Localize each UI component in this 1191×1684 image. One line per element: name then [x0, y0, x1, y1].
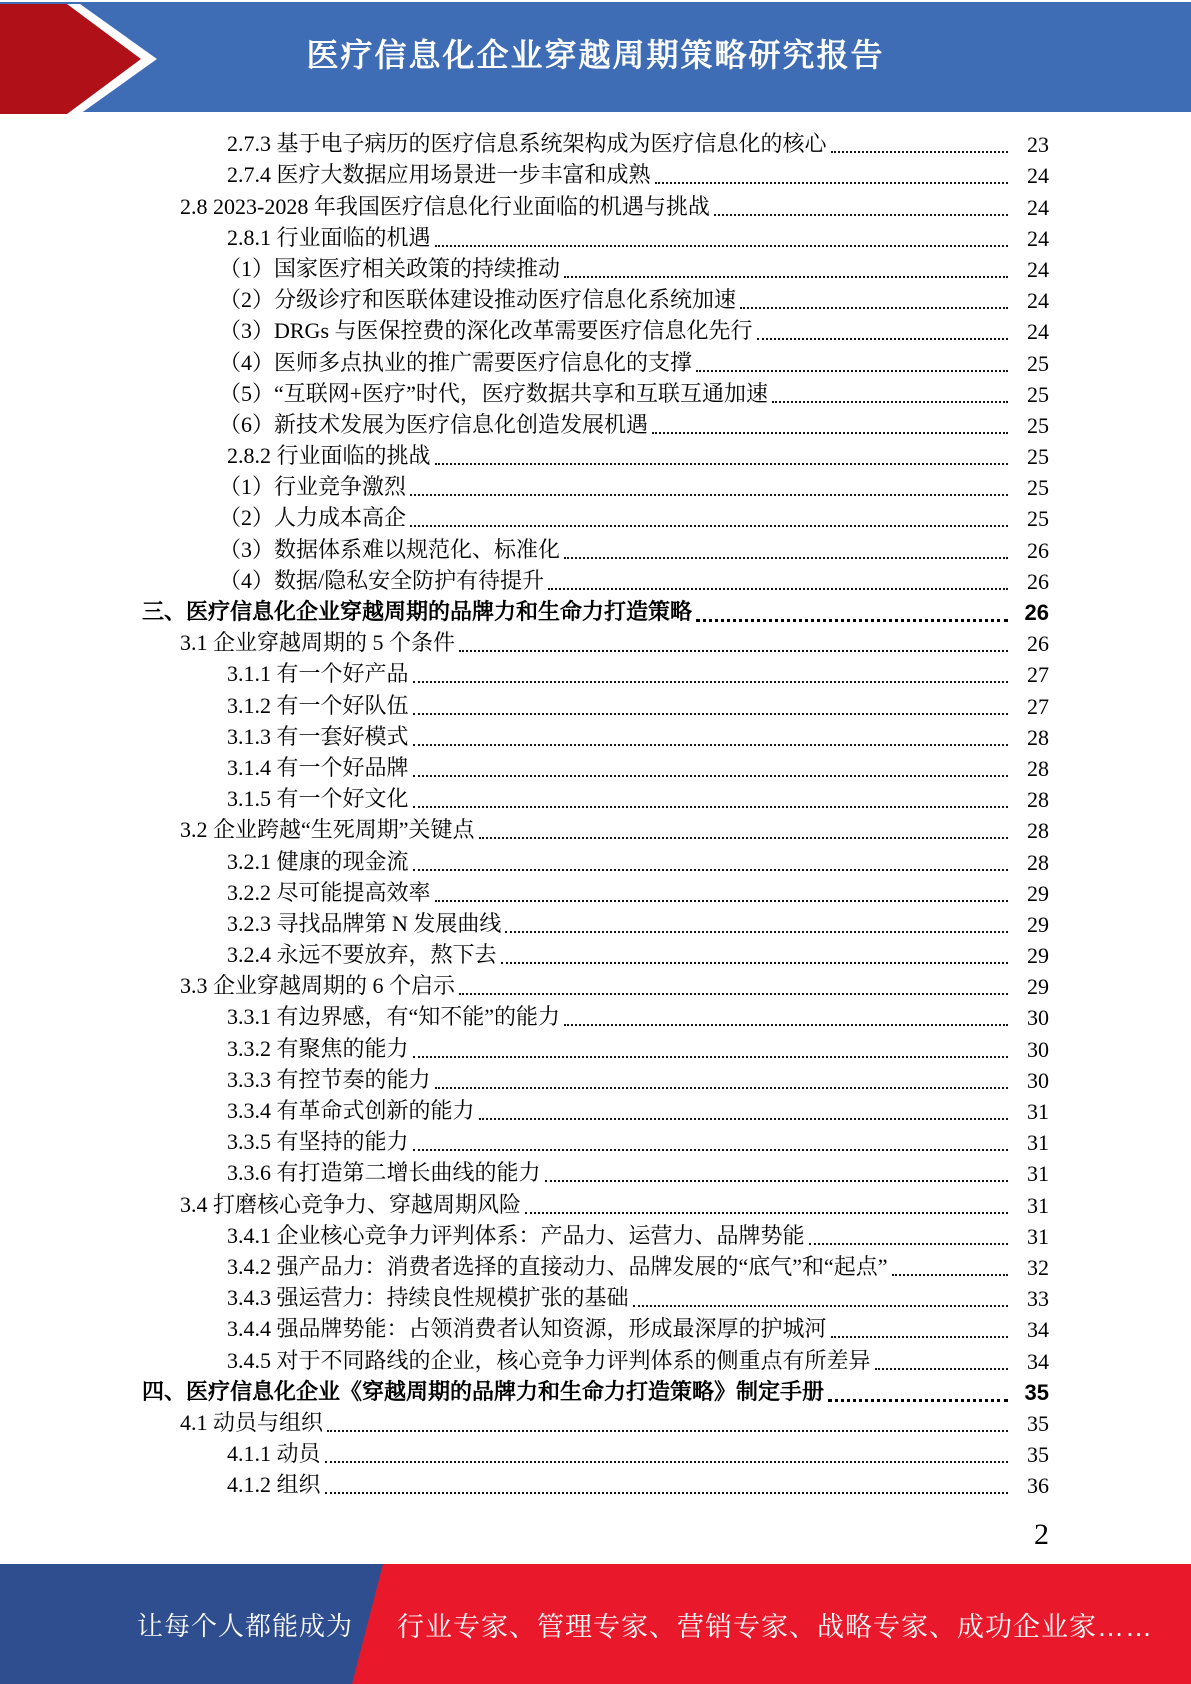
toc-leader-dots: [435, 1087, 1008, 1089]
toc-leader-dots: [413, 681, 1008, 683]
toc-entry-page-number: 31: [1027, 1130, 1049, 1156]
toc-entry-page-number: 27: [1027, 662, 1049, 688]
toc-entry[interactable]: [142, 1125, 1049, 1156]
toc-entry-page-number: 28: [1027, 849, 1049, 875]
toc-leader-dots: [459, 993, 1008, 995]
toc-entry-page-number: 29: [1027, 911, 1049, 937]
toc-entry[interactable]: [142, 907, 1049, 938]
toc-leader-dots: [501, 962, 1008, 964]
toc-entry-page-number: 24: [1027, 194, 1049, 220]
toc-entry[interactable]: [142, 127, 1049, 158]
toc-entry[interactable]: [142, 345, 1049, 376]
toc-leader-dots: [564, 1024, 1008, 1026]
toc-entry-label: （4）数据/隐私安全防护有待提升: [219, 567, 545, 593]
toc-leader-dots: [413, 744, 1008, 746]
toc-leader-dots: [325, 1461, 1008, 1463]
toc-entry[interactable]: [142, 1281, 1049, 1312]
toc-entry-label: （3）DRGs 与医保控费的深化改革需要医疗信息化先行: [219, 318, 753, 344]
toc-entry[interactable]: [142, 688, 1049, 719]
toc-entry-label: （3）数据体系难以规范化、标准化: [219, 536, 561, 562]
red-arrow-icon: [0, 4, 170, 114]
toc-entry-label: 3.1.2 有一个好队伍: [227, 692, 409, 718]
toc-entry[interactable]: [142, 314, 1049, 345]
toc-entry-page-number: 32: [1027, 1254, 1049, 1280]
toc-entry[interactable]: [142, 1406, 1049, 1437]
toc-entry[interactable]: [142, 1250, 1049, 1281]
toc-leader-dots: [564, 276, 1008, 278]
toc-entry-label: 2.7.3 基于电子病历的医疗信息系统架构成为医疗信息化的核心: [227, 131, 827, 157]
toc-entry-page-number: 25: [1027, 444, 1049, 470]
toc-entry-page-number: 28: [1027, 787, 1049, 813]
toc-entry-page-number: 26: [1027, 568, 1049, 594]
toc-entry-page-number: 29: [1027, 943, 1049, 969]
toc-entry[interactable]: [142, 938, 1049, 969]
toc-leader-dots: [548, 588, 1008, 590]
toc-entry-page-number: 24: [1027, 256, 1049, 282]
toc-entry[interactable]: [142, 283, 1049, 314]
toc-entry[interactable]: [142, 969, 1049, 1000]
toc-entry-label: 3.2.2 尽可能提高效率: [227, 879, 431, 905]
toc-entry-label: 3.4.5 对于不同路线的企业，核心竞争力评判体系的侧重点有所差异: [227, 1347, 871, 1373]
toc-entry-label: 3.3 企业穿越周期的 6 个启示: [180, 973, 456, 999]
toc-leader-dots: [525, 1212, 1008, 1214]
toc-entry[interactable]: [142, 377, 1049, 408]
toc-entry-label: 3.1.3 有一套好模式: [227, 723, 409, 749]
toc-entry-label: 3.2 企业跨越“生死周期”关键点: [180, 817, 475, 843]
toc-leader-dots: [757, 338, 1008, 340]
toc-entry-label: 3.3.3 有控节奏的能力: [227, 1066, 431, 1092]
toc-leader-dots: [714, 214, 1008, 216]
report-title: 医疗信息化企业穿越周期策略研究报告: [306, 37, 885, 73]
toc-entry-page-number: 33: [1027, 1286, 1049, 1312]
toc-leader-dots: [875, 1368, 1008, 1370]
toc-entry[interactable]: [142, 189, 1049, 220]
footer-slogan-left: 让每个人都能成为: [137, 1610, 354, 1641]
toc-entry[interactable]: [142, 1031, 1049, 1062]
toc-entry[interactable]: [142, 1000, 1049, 1031]
toc-entry-label: 3.3.5 有坚持的能力: [227, 1129, 409, 1155]
toc-entry-label: 4.1 动员与组织: [180, 1409, 324, 1435]
toc-entry[interactable]: [142, 470, 1049, 501]
toc-entry-label: 3.3.4 有革命式创新的能力: [227, 1098, 475, 1123]
page-number: 2: [1034, 1518, 1049, 1551]
toc-leader-dots: [828, 1399, 1008, 1402]
toc-entry[interactable]: [142, 626, 1049, 657]
toc-leader-dots: [479, 1118, 1008, 1120]
toc-leader-dots: [327, 1430, 1008, 1432]
footer-slogan-right: 行业专家、管理专家、营销专家、战略专家、成功企业家……: [397, 1611, 1153, 1642]
toc-entry[interactable]: [142, 564, 1049, 595]
toc-entry-label: 2.8.2 行业面临的挑战: [227, 443, 431, 469]
toc-leader-dots: [413, 869, 1008, 871]
toc-entry-page-number: 26: [1024, 600, 1049, 625]
toc-entry[interactable]: [142, 158, 1049, 189]
toc-entry-label: 2.8.1 行业面临的机遇: [227, 224, 431, 250]
header-banner: [0, 2, 1191, 112]
toc-entry[interactable]: [142, 595, 1049, 626]
toc-entry[interactable]: [142, 1156, 1049, 1187]
toc-entry-label: （5）“互联网+医疗”时代，医疗数据共享和互联互通加速: [219, 380, 768, 406]
toc-entry-label: 3.2.1 健康的现金流: [227, 848, 409, 874]
toc-entry-label: 3.2.3 寻找品牌第 N 发展曲线: [227, 910, 502, 936]
toc-entry-label: 3.4.4 强品牌势能：占领消费者认知资源，形成最深厚的护城河: [227, 1316, 827, 1342]
toc-entry-page-number: 31: [1027, 1223, 1049, 1249]
toc-entry[interactable]: [142, 252, 1049, 283]
toc-entry-page-number: 34: [1027, 1317, 1049, 1343]
toc-leader-dots: [545, 1180, 1008, 1182]
toc-leader-dots: [633, 1305, 1008, 1307]
toc-entry-label: 3.4.1 企业核心竞争力评判体系：产品力、运营力、品牌势能: [227, 1222, 805, 1248]
toc-entry[interactable]: [142, 439, 1049, 470]
toc-leader-dots: [413, 1149, 1008, 1151]
toc-leader-dots: [435, 245, 1008, 247]
toc-entry-label: 3.4.3 强运营力：持续良性规模扩张的基础: [227, 1285, 629, 1311]
toc-leader-dots: [479, 837, 1008, 839]
toc-entry-page-number: 31: [1027, 1099, 1049, 1124]
toc-leader-dots: [892, 1274, 1008, 1276]
toc-entry-page-number: 35: [1027, 1442, 1049, 1468]
toc-leader-dots: [831, 151, 1008, 153]
toc-entry-label: 四、医疗信息化企业《穿越周期的品牌力和生命力打造策略》制定手册: [142, 1378, 825, 1404]
toc-entry-label: 3.2.4 永远不要放弃，熬下去: [227, 942, 497, 968]
toc-entry-page-number: 30: [1027, 1005, 1049, 1031]
toc-entry-page-number: 26: [1027, 537, 1049, 563]
toc-entry[interactable]: [142, 1063, 1049, 1094]
toc-entry-label: 4.1.1 动员: [227, 1441, 321, 1467]
toc-entry-page-number: 28: [1027, 818, 1049, 844]
toc-entry-page-number: 24: [1027, 163, 1049, 189]
toc-leader-dots: [413, 775, 1008, 777]
toc-entry[interactable]: [142, 501, 1049, 532]
toc-entry-label: 3.3.1 有边界感，有“知不能”的能力: [227, 1004, 561, 1030]
toc-entry-label: （2）分级诊疗和医联体建设推动医疗信息化系统加速: [219, 287, 737, 313]
toc-leader-dots: [325, 1492, 1008, 1494]
toc-entry-page-number: 35: [1024, 1379, 1049, 1405]
toc-leader-dots: [772, 401, 1008, 403]
toc-entry-label: （6）新技术发展为医疗信息化创造发展机遇: [219, 411, 649, 437]
toc-entry-label: 2.7.4 医疗大数据应用场景进一步丰富和成熟: [227, 162, 651, 188]
toc-entry-label: 3.3.2 有聚焦的能力: [227, 1035, 409, 1061]
toc-entry-label: 3.1.4 有一个好品牌: [227, 754, 409, 780]
toc-leader-dots: [655, 182, 1008, 184]
toc-entry[interactable]: [142, 657, 1049, 688]
toc-leader-dots: [413, 713, 1008, 715]
table-of-contents: [142, 127, 1049, 1499]
toc-entry-page-number: 30: [1027, 1067, 1049, 1093]
toc-entry-page-number: 30: [1027, 1036, 1049, 1062]
toc-leader-dots: [505, 931, 1008, 933]
toc-leader-dots: [652, 432, 1008, 434]
toc-leader-dots: [410, 494, 1008, 496]
toc-entry-page-number: 25: [1027, 412, 1049, 438]
toc-entry-page-number: 28: [1027, 755, 1049, 781]
toc-entry[interactable]: [142, 1437, 1049, 1468]
toc-entry[interactable]: [142, 720, 1049, 751]
toc-leader-dots: [831, 1336, 1008, 1338]
toc-leader-dots: [696, 619, 1008, 622]
toc-entry-page-number: 31: [1027, 1192, 1049, 1218]
toc-entry-page-number: 29: [1027, 880, 1049, 906]
toc-leader-dots: [696, 370, 1008, 372]
toc-leader-dots: [435, 463, 1008, 465]
toc-entry[interactable]: [142, 408, 1049, 439]
toc-entry-page-number: 35: [1027, 1410, 1049, 1436]
toc-entry[interactable]: [142, 1375, 1049, 1406]
toc-leader-dots: [459, 650, 1008, 652]
toc-entry[interactable]: [142, 1343, 1049, 1374]
toc-entry-page-number: 34: [1027, 1348, 1049, 1374]
toc-entry-label: 3.1 企业穿越周期的 5 个条件: [180, 630, 456, 656]
toc-entry-label: （1）国家医疗相关政策的持续推动: [219, 255, 561, 281]
toc-entry-label: 4.1.2 组织: [227, 1472, 321, 1498]
toc-entry-label: （1）行业竞争激烈: [219, 474, 407, 500]
toc-entry[interactable]: [142, 532, 1049, 563]
toc-entry[interactable]: [142, 1312, 1049, 1343]
toc-entry-label: 三、医疗信息化企业穿越周期的品牌力和生命力打造策略: [142, 599, 693, 624]
toc-leader-dots: [809, 1243, 1008, 1245]
toc-entry[interactable]: [142, 782, 1049, 813]
toc-entry-page-number: 24: [1027, 319, 1049, 345]
toc-entry-page-number: 23: [1027, 132, 1049, 158]
toc-entry-label: 3.4 打磨核心竞争力、穿越周期风险: [180, 1191, 522, 1217]
toc-entry[interactable]: [142, 221, 1049, 252]
toc-entry[interactable]: [142, 876, 1049, 907]
toc-entry-page-number: 24: [1027, 225, 1049, 251]
footer-banner: [0, 1564, 1191, 1684]
toc-entry-label: 3.3.6 有打造第二增长曲线的能力: [227, 1160, 541, 1186]
toc-entry-label: （4）医师多点执业的推广需要医疗信息化的支撑: [219, 349, 693, 375]
toc-entry-page-number: 25: [1027, 475, 1049, 501]
toc-leader-dots: [564, 557, 1008, 559]
toc-entry[interactable]: [142, 751, 1049, 782]
toc-entry-label: 2.8 2023-2028 年我国医疗信息化行业面临的机遇与挑战: [180, 193, 710, 219]
toc-leader-dots: [740, 307, 1008, 309]
toc-leader-dots: [410, 525, 1008, 527]
toc-entry[interactable]: [142, 844, 1049, 875]
toc-entry[interactable]: [142, 1219, 1049, 1250]
toc-entry-page-number: 27: [1027, 693, 1049, 719]
toc-entry-page-number: 24: [1027, 288, 1049, 314]
toc-entry-label: （2）人力成本高企: [219, 505, 407, 531]
toc-entry-label: 3.1.1 有一个好产品: [227, 661, 409, 687]
toc-entry-label: 3.4.2 强产品力：消费者选择的直接动力、品牌发展的“底气”和“起点”: [227, 1253, 888, 1279]
toc-entry[interactable]: [142, 1187, 1049, 1218]
toc-entry-page-number: 26: [1027, 631, 1049, 657]
toc-entry-page-number: 36: [1027, 1473, 1049, 1499]
toc-entry-page-number: 25: [1027, 506, 1049, 532]
toc-leader-dots: [413, 1056, 1008, 1058]
toc-entry-page-number: 25: [1027, 381, 1049, 407]
toc-entry[interactable]: [142, 813, 1049, 844]
toc-entry-page-number: 28: [1027, 724, 1049, 750]
toc-entry[interactable]: [142, 1094, 1049, 1125]
toc-leader-dots: [435, 900, 1008, 902]
toc-entry-label: 3.1.5 有一个好文化: [227, 786, 409, 812]
toc-leader-dots: [413, 806, 1008, 808]
toc-entry-page-number: 29: [1027, 974, 1049, 1000]
toc-entry[interactable]: [142, 1468, 1049, 1499]
toc-entry-page-number: 31: [1027, 1161, 1049, 1187]
toc-entry-page-number: 25: [1027, 350, 1049, 376]
